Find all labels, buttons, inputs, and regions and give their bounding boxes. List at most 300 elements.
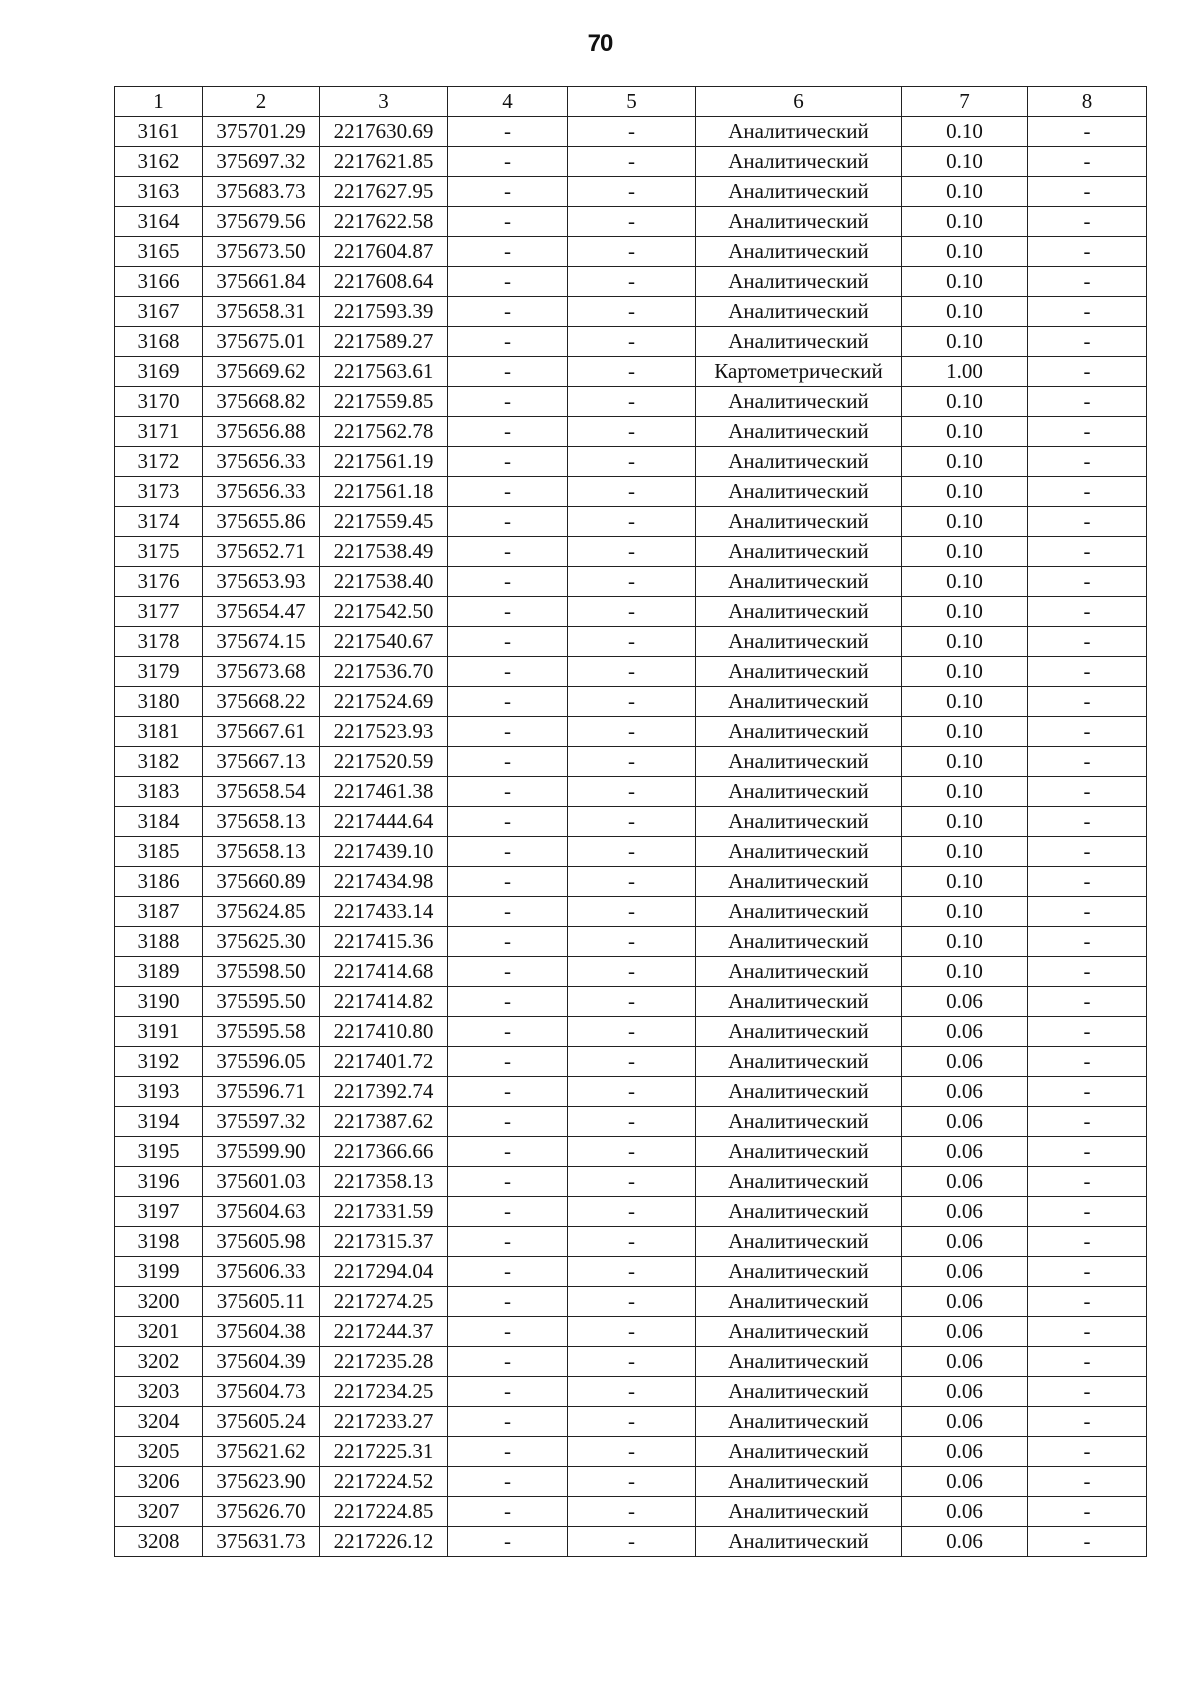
column-5-cell: - bbox=[568, 387, 696, 417]
point-number-cell: 3185 bbox=[115, 837, 203, 867]
y-coordinate-cell: 2217559.45 bbox=[320, 507, 448, 537]
column-5-cell: - bbox=[568, 1497, 696, 1527]
column-8-cell: - bbox=[1028, 297, 1147, 327]
method-cell: Аналитический bbox=[696, 1317, 902, 1347]
accuracy-cell: 0.10 bbox=[902, 627, 1028, 657]
accuracy-cell: 0.10 bbox=[902, 927, 1028, 957]
y-coordinate-cell: 2217538.49 bbox=[320, 537, 448, 567]
y-coordinate-cell: 2217563.61 bbox=[320, 357, 448, 387]
table-row bbox=[115, 627, 1147, 657]
column-4-cell: - bbox=[448, 747, 568, 777]
method-cell: Аналитический bbox=[696, 1017, 902, 1047]
column-8-cell: - bbox=[1028, 1137, 1147, 1167]
column-5-cell: - bbox=[568, 687, 696, 717]
y-coordinate-cell: 2217562.78 bbox=[320, 417, 448, 447]
point-number-cell: 3206 bbox=[115, 1467, 203, 1497]
column-5-cell: - bbox=[568, 717, 696, 747]
x-coordinate-cell: 375599.90 bbox=[203, 1137, 320, 1167]
column-5-cell: - bbox=[568, 597, 696, 627]
column-4-cell: - bbox=[448, 117, 568, 147]
column-5-cell: - bbox=[568, 117, 696, 147]
x-coordinate-cell: 375598.50 bbox=[203, 957, 320, 987]
column-5-cell: - bbox=[568, 657, 696, 687]
y-coordinate-cell: 2217561.18 bbox=[320, 477, 448, 507]
column-5-cell: - bbox=[568, 777, 696, 807]
column-5-cell: - bbox=[568, 567, 696, 597]
point-number-cell: 3201 bbox=[115, 1317, 203, 1347]
y-coordinate-cell: 2217589.27 bbox=[320, 327, 448, 357]
method-cell: Аналитический bbox=[696, 507, 902, 537]
method-cell: Аналитический bbox=[696, 867, 902, 897]
table-body bbox=[115, 117, 1147, 1557]
column-5-cell: - bbox=[568, 1527, 696, 1557]
method-cell: Аналитический bbox=[696, 807, 902, 837]
method-cell: Аналитический bbox=[696, 267, 902, 297]
y-coordinate-cell: 2217392.74 bbox=[320, 1077, 448, 1107]
point-number-cell: 3192 bbox=[115, 1047, 203, 1077]
column-8-cell: - bbox=[1028, 567, 1147, 597]
point-number-cell: 3189 bbox=[115, 957, 203, 987]
accuracy-cell: 0.06 bbox=[902, 1257, 1028, 1287]
x-coordinate-cell: 375625.30 bbox=[203, 927, 320, 957]
method-cell: Аналитический bbox=[696, 927, 902, 957]
column-8-cell: - bbox=[1028, 387, 1147, 417]
column-8-cell: - bbox=[1028, 1377, 1147, 1407]
column-4-cell: - bbox=[448, 387, 568, 417]
accuracy-cell: 0.10 bbox=[902, 207, 1028, 237]
column-5-cell: - bbox=[568, 927, 696, 957]
method-cell: Аналитический bbox=[696, 117, 902, 147]
x-coordinate-cell: 375653.93 bbox=[203, 567, 320, 597]
column-8-cell: - bbox=[1028, 1437, 1147, 1467]
column-8-cell: - bbox=[1028, 237, 1147, 267]
accuracy-cell: 0.10 bbox=[902, 837, 1028, 867]
y-coordinate-cell: 2217627.95 bbox=[320, 177, 448, 207]
column-8-cell: - bbox=[1028, 927, 1147, 957]
x-coordinate-cell: 375658.31 bbox=[203, 297, 320, 327]
method-cell: Аналитический bbox=[696, 657, 902, 687]
column-8-cell: - bbox=[1028, 267, 1147, 297]
table-row bbox=[115, 267, 1147, 297]
x-coordinate-cell: 375668.82 bbox=[203, 387, 320, 417]
method-cell: Аналитический bbox=[696, 627, 902, 657]
x-coordinate-cell: 375604.63 bbox=[203, 1197, 320, 1227]
column-5-cell: - bbox=[568, 957, 696, 987]
point-number-cell: 3193 bbox=[115, 1077, 203, 1107]
column-8-cell: - bbox=[1028, 1077, 1147, 1107]
table-row bbox=[115, 687, 1147, 717]
y-coordinate-cell: 2217331.59 bbox=[320, 1197, 448, 1227]
x-coordinate-cell: 375604.73 bbox=[203, 1377, 320, 1407]
column-5-cell: - bbox=[568, 1227, 696, 1257]
y-coordinate-cell: 2217540.67 bbox=[320, 627, 448, 657]
point-number-cell: 3181 bbox=[115, 717, 203, 747]
method-cell: Аналитический bbox=[696, 237, 902, 267]
column-4-cell: - bbox=[448, 687, 568, 717]
y-coordinate-cell: 2217315.37 bbox=[320, 1227, 448, 1257]
column-5-cell: - bbox=[568, 1467, 696, 1497]
column-4-cell: - bbox=[448, 537, 568, 567]
table-row bbox=[115, 567, 1147, 597]
column-4-cell: - bbox=[448, 597, 568, 627]
point-number-cell: 3170 bbox=[115, 387, 203, 417]
column-4-cell: - bbox=[448, 717, 568, 747]
method-cell: Аналитический bbox=[696, 837, 902, 867]
column-4-cell: - bbox=[448, 1137, 568, 1167]
method-cell: Аналитический bbox=[696, 177, 902, 207]
method-cell: Аналитический bbox=[696, 1167, 902, 1197]
column-4-cell: - bbox=[448, 297, 568, 327]
method-cell: Аналитический bbox=[696, 1347, 902, 1377]
column-4-cell: - bbox=[448, 1167, 568, 1197]
x-coordinate-cell: 375655.86 bbox=[203, 507, 320, 537]
column-4-cell: - bbox=[448, 417, 568, 447]
method-cell: Аналитический bbox=[696, 477, 902, 507]
x-coordinate-cell: 375697.32 bbox=[203, 147, 320, 177]
column-4-cell: - bbox=[448, 177, 568, 207]
point-number-cell: 3200 bbox=[115, 1287, 203, 1317]
column-4-cell: - bbox=[448, 1017, 568, 1047]
accuracy-cell: 0.10 bbox=[902, 687, 1028, 717]
column-8-cell: - bbox=[1028, 597, 1147, 627]
point-number-cell: 3208 bbox=[115, 1527, 203, 1557]
column-5-cell: - bbox=[568, 1137, 696, 1167]
point-number-cell: 3203 bbox=[115, 1377, 203, 1407]
y-coordinate-cell: 2217294.04 bbox=[320, 1257, 448, 1287]
column-header: 8 bbox=[1028, 87, 1147, 117]
table-row bbox=[115, 447, 1147, 477]
column-8-cell: - bbox=[1028, 1167, 1147, 1197]
y-coordinate-cell: 2217233.27 bbox=[320, 1407, 448, 1437]
method-cell: Аналитический bbox=[696, 537, 902, 567]
table-row bbox=[115, 717, 1147, 747]
table-row bbox=[115, 357, 1147, 387]
column-8-cell: - bbox=[1028, 1347, 1147, 1377]
column-header: 2 bbox=[203, 87, 320, 117]
y-coordinate-cell: 2217387.62 bbox=[320, 1107, 448, 1137]
y-coordinate-cell: 2217410.80 bbox=[320, 1017, 448, 1047]
column-8-cell: - bbox=[1028, 1407, 1147, 1437]
column-4-cell: - bbox=[448, 267, 568, 297]
accuracy-cell: 0.06 bbox=[902, 1077, 1028, 1107]
column-header: 1 bbox=[115, 87, 203, 117]
table-row bbox=[115, 927, 1147, 957]
column-8-cell: - bbox=[1028, 507, 1147, 537]
accuracy-cell: 0.10 bbox=[902, 537, 1028, 567]
method-cell: Аналитический bbox=[696, 957, 902, 987]
table-row bbox=[115, 987, 1147, 1017]
column-8-cell: - bbox=[1028, 177, 1147, 207]
column-5-cell: - bbox=[568, 537, 696, 567]
point-number-cell: 3194 bbox=[115, 1107, 203, 1137]
x-coordinate-cell: 375656.33 bbox=[203, 447, 320, 477]
column-5-cell: - bbox=[568, 1347, 696, 1377]
y-coordinate-cell: 2217593.39 bbox=[320, 297, 448, 327]
accuracy-cell: 0.06 bbox=[902, 1197, 1028, 1227]
table-row bbox=[115, 477, 1147, 507]
table-row bbox=[115, 1437, 1147, 1467]
method-cell: Аналитический bbox=[696, 777, 902, 807]
column-5-cell: - bbox=[568, 357, 696, 387]
method-cell: Аналитический bbox=[696, 1467, 902, 1497]
y-coordinate-cell: 2217444.64 bbox=[320, 807, 448, 837]
table-row bbox=[115, 387, 1147, 417]
table-row bbox=[115, 207, 1147, 237]
point-number-cell: 3167 bbox=[115, 297, 203, 327]
accuracy-cell: 0.06 bbox=[902, 1437, 1028, 1467]
column-8-cell: - bbox=[1028, 897, 1147, 927]
table-row bbox=[115, 1047, 1147, 1077]
x-coordinate-cell: 375605.98 bbox=[203, 1227, 320, 1257]
table-row bbox=[115, 747, 1147, 777]
accuracy-cell: 0.10 bbox=[902, 747, 1028, 777]
x-coordinate-cell: 375652.71 bbox=[203, 537, 320, 567]
point-number-cell: 3204 bbox=[115, 1407, 203, 1437]
accuracy-cell: 0.10 bbox=[902, 657, 1028, 687]
column-8-cell: - bbox=[1028, 477, 1147, 507]
column-4-cell: - bbox=[448, 837, 568, 867]
table-row bbox=[115, 1527, 1147, 1557]
column-4-cell: - bbox=[448, 477, 568, 507]
table-row bbox=[115, 1377, 1147, 1407]
column-5-cell: - bbox=[568, 447, 696, 477]
column-5-cell: - bbox=[568, 897, 696, 927]
point-number-cell: 3173 bbox=[115, 477, 203, 507]
point-number-cell: 3187 bbox=[115, 897, 203, 927]
y-coordinate-cell: 2217235.28 bbox=[320, 1347, 448, 1377]
x-coordinate-cell: 375667.61 bbox=[203, 717, 320, 747]
column-4-cell: - bbox=[448, 1347, 568, 1377]
y-coordinate-cell: 2217225.31 bbox=[320, 1437, 448, 1467]
point-number-cell: 3184 bbox=[115, 807, 203, 837]
column-8-cell: - bbox=[1028, 987, 1147, 1017]
table-row bbox=[115, 537, 1147, 567]
accuracy-cell: 0.10 bbox=[902, 417, 1028, 447]
x-coordinate-cell: 375658.54 bbox=[203, 777, 320, 807]
column-8-cell: - bbox=[1028, 1317, 1147, 1347]
point-number-cell: 3169 bbox=[115, 357, 203, 387]
x-coordinate-cell: 375656.33 bbox=[203, 477, 320, 507]
point-number-cell: 3186 bbox=[115, 867, 203, 897]
x-coordinate-cell: 375604.38 bbox=[203, 1317, 320, 1347]
x-coordinate-cell: 375701.29 bbox=[203, 117, 320, 147]
x-coordinate-cell: 375626.70 bbox=[203, 1497, 320, 1527]
coordinates-table bbox=[114, 86, 1147, 1557]
x-coordinate-cell: 375679.56 bbox=[203, 207, 320, 237]
column-4-cell: - bbox=[448, 1467, 568, 1497]
column-5-cell: - bbox=[568, 1377, 696, 1407]
table-row bbox=[115, 177, 1147, 207]
column-8-cell: - bbox=[1028, 807, 1147, 837]
point-number-cell: 3195 bbox=[115, 1137, 203, 1167]
y-coordinate-cell: 2217536.70 bbox=[320, 657, 448, 687]
column-4-cell: - bbox=[448, 1197, 568, 1227]
column-4-cell: - bbox=[448, 777, 568, 807]
column-5-cell: - bbox=[568, 1317, 696, 1347]
method-cell: Аналитический bbox=[696, 207, 902, 237]
x-coordinate-cell: 375675.01 bbox=[203, 327, 320, 357]
y-coordinate-cell: 2217621.85 bbox=[320, 147, 448, 177]
column-8-cell: - bbox=[1028, 627, 1147, 657]
accuracy-cell: 0.10 bbox=[902, 717, 1028, 747]
column-8-cell: - bbox=[1028, 657, 1147, 687]
x-coordinate-cell: 375658.13 bbox=[203, 807, 320, 837]
point-number-cell: 3162 bbox=[115, 147, 203, 177]
column-8-cell: - bbox=[1028, 207, 1147, 237]
accuracy-cell: 0.10 bbox=[902, 897, 1028, 927]
y-coordinate-cell: 2217524.69 bbox=[320, 687, 448, 717]
accuracy-cell: 0.06 bbox=[902, 1167, 1028, 1197]
column-4-cell: - bbox=[448, 1437, 568, 1467]
table-row bbox=[115, 957, 1147, 987]
column-4-cell: - bbox=[448, 507, 568, 537]
point-number-cell: 3163 bbox=[115, 177, 203, 207]
table-row bbox=[115, 237, 1147, 267]
table-row bbox=[115, 657, 1147, 687]
x-coordinate-cell: 375597.32 bbox=[203, 1107, 320, 1137]
x-coordinate-cell: 375654.47 bbox=[203, 597, 320, 627]
x-coordinate-cell: 375631.73 bbox=[203, 1527, 320, 1557]
point-number-cell: 3198 bbox=[115, 1227, 203, 1257]
column-8-cell: - bbox=[1028, 117, 1147, 147]
accuracy-cell: 0.06 bbox=[902, 1047, 1028, 1077]
column-8-cell: - bbox=[1028, 957, 1147, 987]
y-coordinate-cell: 2217224.52 bbox=[320, 1467, 448, 1497]
table-row bbox=[115, 1137, 1147, 1167]
table-row bbox=[115, 1497, 1147, 1527]
method-cell: Картометрический bbox=[696, 357, 902, 387]
y-coordinate-cell: 2217561.19 bbox=[320, 447, 448, 477]
x-coordinate-cell: 375669.62 bbox=[203, 357, 320, 387]
column-header: 7 bbox=[902, 87, 1028, 117]
point-number-cell: 3191 bbox=[115, 1017, 203, 1047]
point-number-cell: 3199 bbox=[115, 1257, 203, 1287]
method-cell: Аналитический bbox=[696, 417, 902, 447]
column-4-cell: - bbox=[448, 1407, 568, 1437]
table-row bbox=[115, 417, 1147, 447]
column-header: 6 bbox=[696, 87, 902, 117]
table-row bbox=[115, 1287, 1147, 1317]
column-8-cell: - bbox=[1028, 147, 1147, 177]
column-4-cell: - bbox=[448, 1257, 568, 1287]
y-coordinate-cell: 2217415.36 bbox=[320, 927, 448, 957]
point-number-cell: 3190 bbox=[115, 987, 203, 1017]
column-5-cell: - bbox=[568, 297, 696, 327]
column-5-cell: - bbox=[568, 1407, 696, 1437]
column-4-cell: - bbox=[448, 897, 568, 927]
x-coordinate-cell: 375673.50 bbox=[203, 237, 320, 267]
method-cell: Аналитический bbox=[696, 597, 902, 627]
table-row bbox=[115, 147, 1147, 177]
column-4-cell: - bbox=[448, 927, 568, 957]
table-row bbox=[115, 297, 1147, 327]
y-coordinate-cell: 2217439.10 bbox=[320, 837, 448, 867]
column-4-cell: - bbox=[448, 237, 568, 267]
y-coordinate-cell: 2217414.68 bbox=[320, 957, 448, 987]
y-coordinate-cell: 2217542.50 bbox=[320, 597, 448, 627]
column-8-cell: - bbox=[1028, 1287, 1147, 1317]
accuracy-cell: 0.06 bbox=[902, 1137, 1028, 1167]
accuracy-cell: 0.10 bbox=[902, 387, 1028, 417]
column-4-cell: - bbox=[448, 1287, 568, 1317]
method-cell: Аналитический bbox=[696, 1197, 902, 1227]
accuracy-cell: 0.06 bbox=[902, 1467, 1028, 1497]
column-8-cell: - bbox=[1028, 777, 1147, 807]
table-row bbox=[115, 1257, 1147, 1287]
column-8-cell: - bbox=[1028, 837, 1147, 867]
column-8-cell: - bbox=[1028, 1497, 1147, 1527]
y-coordinate-cell: 2217414.82 bbox=[320, 987, 448, 1017]
accuracy-cell: 0.10 bbox=[902, 777, 1028, 807]
y-coordinate-cell: 2217604.87 bbox=[320, 237, 448, 267]
column-5-cell: - bbox=[568, 747, 696, 777]
method-cell: Аналитический bbox=[696, 1287, 902, 1317]
table-row bbox=[115, 807, 1147, 837]
column-5-cell: - bbox=[568, 1077, 696, 1107]
x-coordinate-cell: 375596.05 bbox=[203, 1047, 320, 1077]
column-4-cell: - bbox=[448, 1077, 568, 1107]
column-4-cell: - bbox=[448, 1227, 568, 1257]
point-number-cell: 3202 bbox=[115, 1347, 203, 1377]
accuracy-cell: 0.10 bbox=[902, 237, 1028, 267]
point-number-cell: 3205 bbox=[115, 1437, 203, 1467]
column-5-cell: - bbox=[568, 1197, 696, 1227]
x-coordinate-cell: 375667.13 bbox=[203, 747, 320, 777]
y-coordinate-cell: 2217226.12 bbox=[320, 1527, 448, 1557]
point-number-cell: 3207 bbox=[115, 1497, 203, 1527]
accuracy-cell: 0.06 bbox=[902, 1317, 1028, 1347]
column-4-cell: - bbox=[448, 1317, 568, 1347]
method-cell: Аналитический bbox=[696, 1107, 902, 1137]
accuracy-cell: 0.10 bbox=[902, 507, 1028, 537]
column-8-cell: - bbox=[1028, 447, 1147, 477]
table-row bbox=[115, 897, 1147, 927]
column-header: 4 bbox=[448, 87, 568, 117]
y-coordinate-cell: 2217234.25 bbox=[320, 1377, 448, 1407]
column-8-cell: - bbox=[1028, 1047, 1147, 1077]
point-number-cell: 3188 bbox=[115, 927, 203, 957]
point-number-cell: 3172 bbox=[115, 447, 203, 477]
column-5-cell: - bbox=[568, 177, 696, 207]
x-coordinate-cell: 375606.33 bbox=[203, 1257, 320, 1287]
point-number-cell: 3179 bbox=[115, 657, 203, 687]
column-5-cell: - bbox=[568, 1107, 696, 1137]
y-coordinate-cell: 2217523.93 bbox=[320, 717, 448, 747]
x-coordinate-cell: 375624.85 bbox=[203, 897, 320, 927]
point-number-cell: 3164 bbox=[115, 207, 203, 237]
point-number-cell: 3183 bbox=[115, 777, 203, 807]
y-coordinate-cell: 2217538.40 bbox=[320, 567, 448, 597]
column-5-cell: - bbox=[568, 267, 696, 297]
column-5-cell: - bbox=[568, 1047, 696, 1077]
column-5-cell: - bbox=[568, 507, 696, 537]
table-row bbox=[115, 837, 1147, 867]
accuracy-cell: 0.06 bbox=[902, 1407, 1028, 1437]
method-cell: Аналитический bbox=[696, 297, 902, 327]
method-cell: Аналитический bbox=[696, 1407, 902, 1437]
accuracy-cell: 0.06 bbox=[902, 1287, 1028, 1317]
y-coordinate-cell: 2217559.85 bbox=[320, 387, 448, 417]
column-4-cell: - bbox=[448, 1107, 568, 1137]
column-8-cell: - bbox=[1028, 327, 1147, 357]
accuracy-cell: 0.10 bbox=[902, 147, 1028, 177]
method-cell: Аналитический bbox=[696, 1527, 902, 1557]
accuracy-cell: 1.00 bbox=[902, 357, 1028, 387]
accuracy-cell: 0.06 bbox=[902, 1527, 1028, 1557]
column-4-cell: - bbox=[448, 567, 568, 597]
column-5-cell: - bbox=[568, 807, 696, 837]
table-row bbox=[115, 1077, 1147, 1107]
